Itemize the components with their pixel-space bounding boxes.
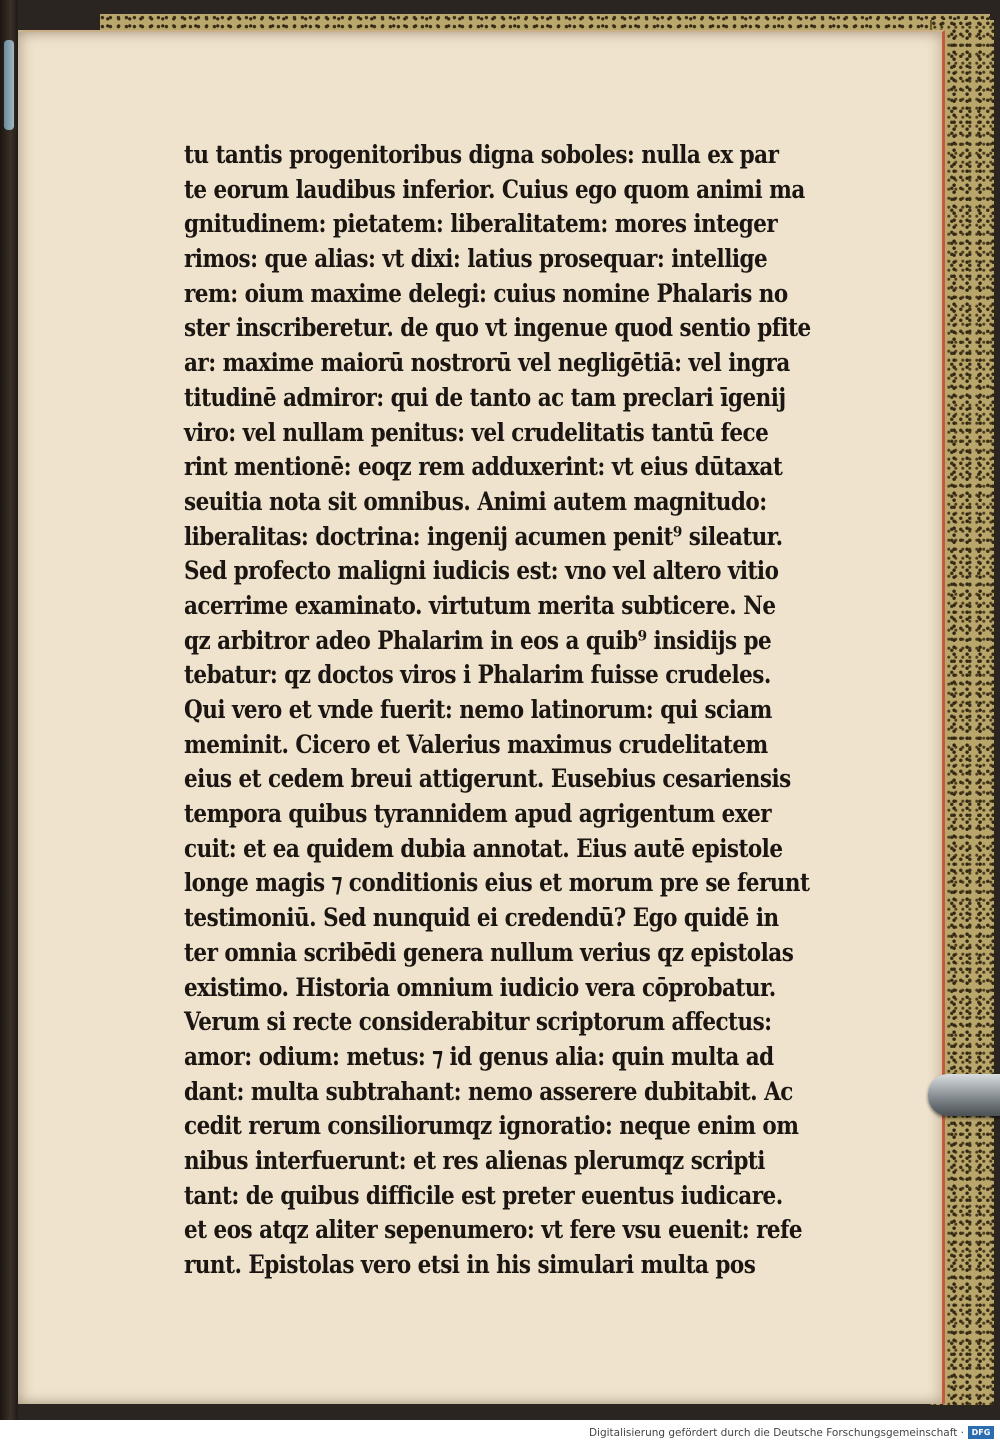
text-line: longe magis ⁊ conditionis eius et morum pre se ferunt [184,868,810,898]
text-line: liberalitas: doctrina: ingenij acumen penit⁹ sileatur. [184,521,783,551]
text-line: viro: vel nullam penitus: vel crudelitatis tantū fece [184,417,769,447]
dfg-logo-icon: DFG [968,1426,994,1439]
text-line: rimos: que alias: vt dixi: latius prosequar: intellige [184,244,768,274]
text-line: titudinē admiror: qui de tanto ac tam preclari īgenij [184,382,786,412]
text-line: tempora quibus tyrannidem apud agrigentum exer [184,799,772,829]
text-line: te eorum laudibus inferior. Cuius ego quom animi ma [184,174,805,204]
text-line: Qui vero et vnde fuerit: nemo latinorum: qui sciam [184,695,772,724]
text-line: cedit rerum consiliorumqz ignoratio: neque enim om [184,1111,799,1141]
text-line: et eos atqz aliter sepenumero: vt fere vsu euenit: refe [184,1215,803,1245]
text-line: Sed profecto maligni iudicis est: vno vel altero vitio [184,556,779,586]
text-line: ter omnia scribēdi genera nullum verius qz epistolas [184,937,794,967]
text-line: acerrime examinato. virtutum merita subticere. Ne [184,590,776,620]
text-line: eius et cedem breui attigerunt. Eusebius cesariensis [184,764,791,794]
text-line: testimoniū. Sed nunquid ei credendū? Ego quidē in [184,903,779,933]
text-block [184,138,809,1283]
spine-ribbon [4,40,14,130]
text-line: meminit. Cicero et Valerius maximus crudelitatem [184,729,768,759]
text-line: ster inscriberetur. de quo vt ingenue quod sentio pfite [184,313,811,343]
text-line: tant: de quibus difficile est preter euentus iudicare. [184,1180,783,1210]
footer-credit: Digitalisierung gefördert durch die Deutsche Forschungsgemeinschaft · [588,1427,964,1439]
text-line: qz arbitror adeo Phalarim in eos a quib⁹ insidijs pe [184,625,772,655]
text-line: rint mentionē: eoqz rem adduxerint: vt eius dūtaxat [184,452,783,482]
text-line: Verum si recte considerabitur scriptorum affectus: [184,1007,772,1037]
page-clip-icon [928,1074,1000,1116]
text-line: tebatur: qz doctos viros i Phalarim fuisse crudeles. [184,660,771,690]
footer [0,1420,1000,1447]
text-line: tu tantis progenitoribus digna soboles: nulla ex par [184,140,779,169]
text-line: seuitia nota sit omnibus. Animi autem magnitudo: [184,486,767,516]
text-line: runt. Epistolas vero etsi in his simulari multa pos [184,1250,756,1279]
text-line: existimo. Historia omnium iudicio vera cōprobatur. [184,972,776,1002]
text-line: amor: odium: metus: ⁊ id genus alia: quin multa ad [184,1041,774,1071]
text-line: cuit: et ea quidem dubia annotat. Eius autē epistole [184,833,783,863]
book-spine [0,0,18,1420]
text-line: gnitudinem: pietatem: liberalitatem: mores integer [184,209,778,239]
text-line: dant: multa subtrahant: nemo asserere dubitabit. Ac [184,1076,793,1106]
book-page [12,30,945,1404]
text-line: rem: oium maxime delegi: cuius nomine Phalaris no [184,278,788,308]
text-line: ar: maxime maiorū nostrorū vel negligētiā: vel ingra [184,348,790,378]
text-line: nibus interfuerunt: et res alienas plerumqz scripti [184,1145,765,1175]
